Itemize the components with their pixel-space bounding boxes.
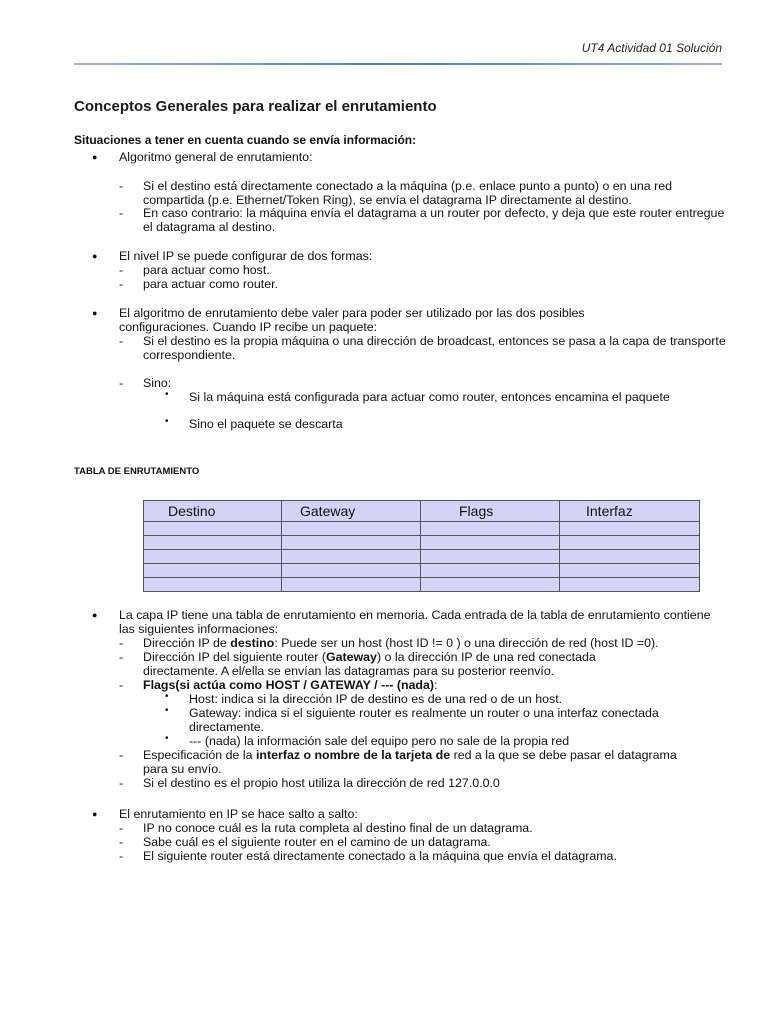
dash-icon: - [119,748,124,762]
table-row [144,536,700,550]
sub-bullet-icon: • [165,733,169,744]
table-row [144,564,700,578]
dash-text: El siguiente router está directamente conectado a la máquina que envía el datagrama. [143,849,617,863]
section-title: Conceptos Generales para realizar el enrutamiento [74,98,437,115]
sub-text: Si la máquina está configurada para actuar como router, entonces encamina el paquete [189,390,670,404]
dash-icon: - [119,636,124,650]
dash-icon: - [119,376,124,390]
routing-table [143,500,700,592]
sub-bullet-icon: • [165,389,169,400]
column-header: Interfaz [560,501,700,522]
dash-text: Si el destino es la propia máquina o una dirección de broadcast, entonces se pasa a la capa de transporte correspondiente. [143,334,726,362]
dash-icon: - [119,821,124,835]
dash-text: Dirección IP del siguiente router (Gateway) o la dirección IP de una red conectada directamente. A el/ella se envían las datagramas para su posterior reenvío. [143,650,596,678]
sub-bullet-icon: • [165,416,169,427]
sub-text: --- (nada) la información sale del equipo pero no sale de la propia red [189,734,570,748]
dash-text: Si el destino es el propio host utiliza la dirección de red 127.0.0.0 [143,776,500,790]
header-doc-title: UT4 Actividad 01 Solución [581,41,722,55]
dash-icon: - [119,277,124,291]
bullet-icon: ● [92,610,98,620]
dash-icon: - [119,849,124,863]
dash-text: Flags(si actúa como HOST / GATEWAY / --- (nada): [143,678,438,692]
dash-text: para actuar como host. [143,263,270,277]
dash-text: Sino: [143,376,172,390]
table-row [144,578,700,592]
column-header: Flags [421,501,560,522]
bullet-text: La capa IP tiene una tabla de enrutamiento en memoria. Cada entrada de la tabla de enrutamiento contiene las siguientes informaciones: [119,608,711,636]
bullet-icon: ● [92,152,98,162]
sub-text: Host: indica si la dirección IP de destino es de una red o de un host. [189,692,563,706]
section-subtitle: Situaciones a tener en cuenta cuando se envía información: [74,133,417,147]
bullet-text: Algoritmo general de enrutamiento: [119,150,313,164]
table-row [144,550,700,564]
dash-icon: - [119,263,124,277]
sub-text: Sino el paquete se descarta [189,417,343,431]
dash-text: Si el destino está directamente conectado a la máquina (p.e. enlace punto a punto) o en una red compartida (p.e. Ethernet/Token Ring), se envía el datagrama IP directamente al destino. [143,179,673,207]
bullet-icon: ● [92,308,98,318]
bullet-icon: ● [92,809,98,819]
bullet-text: El nivel IP se puede configurar de dos formas: [119,249,373,263]
table-header-row [144,501,700,522]
dash-text: Dirección IP de destino: Puede ser un host (host ID != 0 ) o una dirección de red (host ID =0). [143,636,659,650]
dash-text: Sabe cuál es el siguiente router en el camino de un datagrama. [143,835,491,849]
dash-icon: - [119,835,124,849]
dash-icon: - [119,206,124,220]
sub-bullet-icon: • [165,691,169,702]
dash-text: IP no conoce cuál es la ruta completa al destino final de un datagrama. [143,821,533,835]
table-label: TABLA DE ENRUTAMIENTO [74,466,200,477]
bullet-text: El algoritmo de enrutamiento debe valer para poder ser utilizado por las dos posibles configuraciones. Cuando IP recibe un paquete: [119,306,585,334]
dash-icon: - [119,776,124,790]
sub-text: Gateway: indica si el siguiente router es realmente un router o una interfaz conectada directamente. [189,706,659,734]
column-header: Gateway [282,501,421,522]
dash-icon: - [119,650,124,664]
dash-text: En caso contrario: la máquina envía el datagrama a un router por defecto, y deja que este router entregue el datagrama al destino. [143,206,725,234]
dash-text: para actuar como router. [143,277,278,291]
sub-bullet-icon: • [165,705,169,716]
header-divider [74,63,722,65]
column-header: Destino [144,501,282,522]
dash-icon: - [119,179,124,193]
table-row [144,522,700,536]
dash-text: Especificación de la interfaz o nombre de la tarjeta de red a la que se debe pasar el datagrama para su envío. [143,748,677,776]
bullet-icon: ● [92,251,98,261]
dash-icon: - [119,334,124,348]
bullet-text: El enrutamiento en IP se hace salto a salto: [119,807,358,821]
dash-icon: - [119,678,124,692]
